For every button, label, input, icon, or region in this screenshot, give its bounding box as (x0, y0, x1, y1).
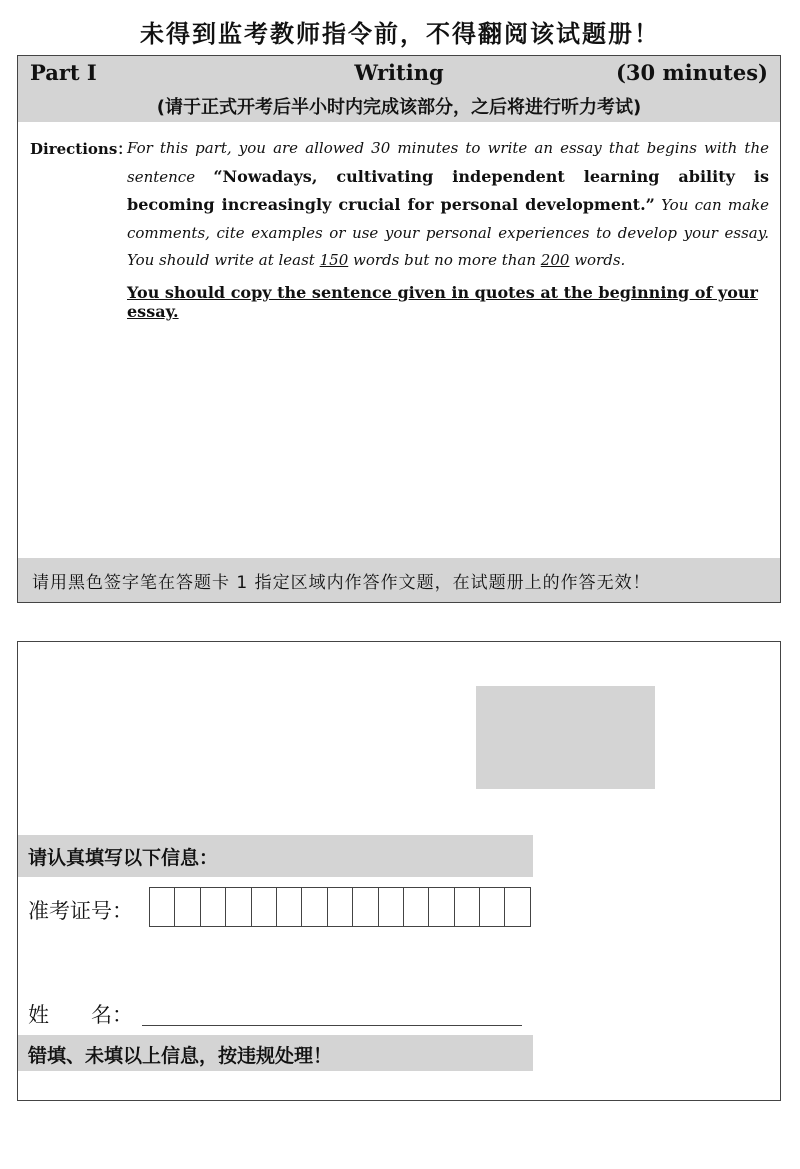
id-digit-box[interactable] (175, 887, 200, 927)
id-digit-box[interactable] (201, 887, 226, 927)
directions-label: Directions： (30, 140, 133, 158)
section-title: Writing (354, 60, 444, 85)
writing-section (17, 55, 781, 603)
info-prompt: 请认真填写以下信息： (28, 847, 219, 869)
directions-text (127, 135, 769, 275)
footer-note: 请用黑色签字笔在答题卡 1 指定区域内作答作文题，在试题册上的作答无效！ (32, 573, 651, 593)
candidate-info-box (17, 641, 781, 1101)
id-digit-box[interactable] (277, 887, 302, 927)
id-digit-box[interactable] (328, 887, 353, 927)
part-label: Part Ⅰ (30, 60, 97, 85)
photo-placeholder (476, 686, 655, 789)
info-prompt-bar (18, 835, 533, 877)
name-field[interactable] (142, 1025, 522, 1026)
id-digit-box[interactable] (252, 887, 277, 927)
id-digit-box[interactable] (150, 887, 175, 927)
id-digit-box[interactable] (455, 887, 480, 927)
copy-instruction: You should copy the sentence given in quotes at the beginning of your essay. (127, 283, 758, 321)
id-digit-box[interactable] (353, 887, 378, 927)
section-instruction: (请于正式开考后半小时内完成该部分，之后将进行听力考试) (156, 97, 642, 118)
id-digit-box[interactable] (480, 887, 505, 927)
id-label: 准考证号： (28, 899, 133, 923)
info-warning-bar (18, 1035, 533, 1071)
name-label: 姓 名： (28, 1003, 133, 1027)
min-words: 150 (319, 251, 349, 269)
id-digit-box[interactable] (505, 887, 530, 927)
id-digit-box[interactable] (429, 887, 454, 927)
id-digit-box[interactable] (302, 887, 327, 927)
id-digit-box[interactable] (379, 887, 404, 927)
time-limit: (30 minutes) (615, 60, 768, 85)
directions-text-2: You can make comments, cite examples or use your personal experiences to develop your essay. You should write at least (127, 196, 769, 269)
essay-opening-sentence: “Nowadays, cultivating independent learning ability is becoming increasingly crucial for personal development.” (127, 166, 769, 214)
info-warning: 错填、未填以上信息，按违规处理！ (28, 1045, 333, 1067)
section-footer (18, 558, 780, 602)
directions-text-1: For this part, you are allowed 30 minutes to write an essay that begins with the sentence (127, 139, 769, 186)
directions-text-3: words but no more than (348, 251, 541, 269)
id-digit-box[interactable] (226, 887, 251, 927)
section-header (18, 56, 780, 122)
id-digit-box[interactable] (404, 887, 429, 927)
max-words: 200 (540, 251, 570, 269)
top-warning: 未得到监考教师指令前，不得翻阅该试题册！ (140, 20, 660, 48)
directions-text-4: words. (569, 251, 626, 269)
id-number-boxes[interactable] (149, 887, 531, 927)
